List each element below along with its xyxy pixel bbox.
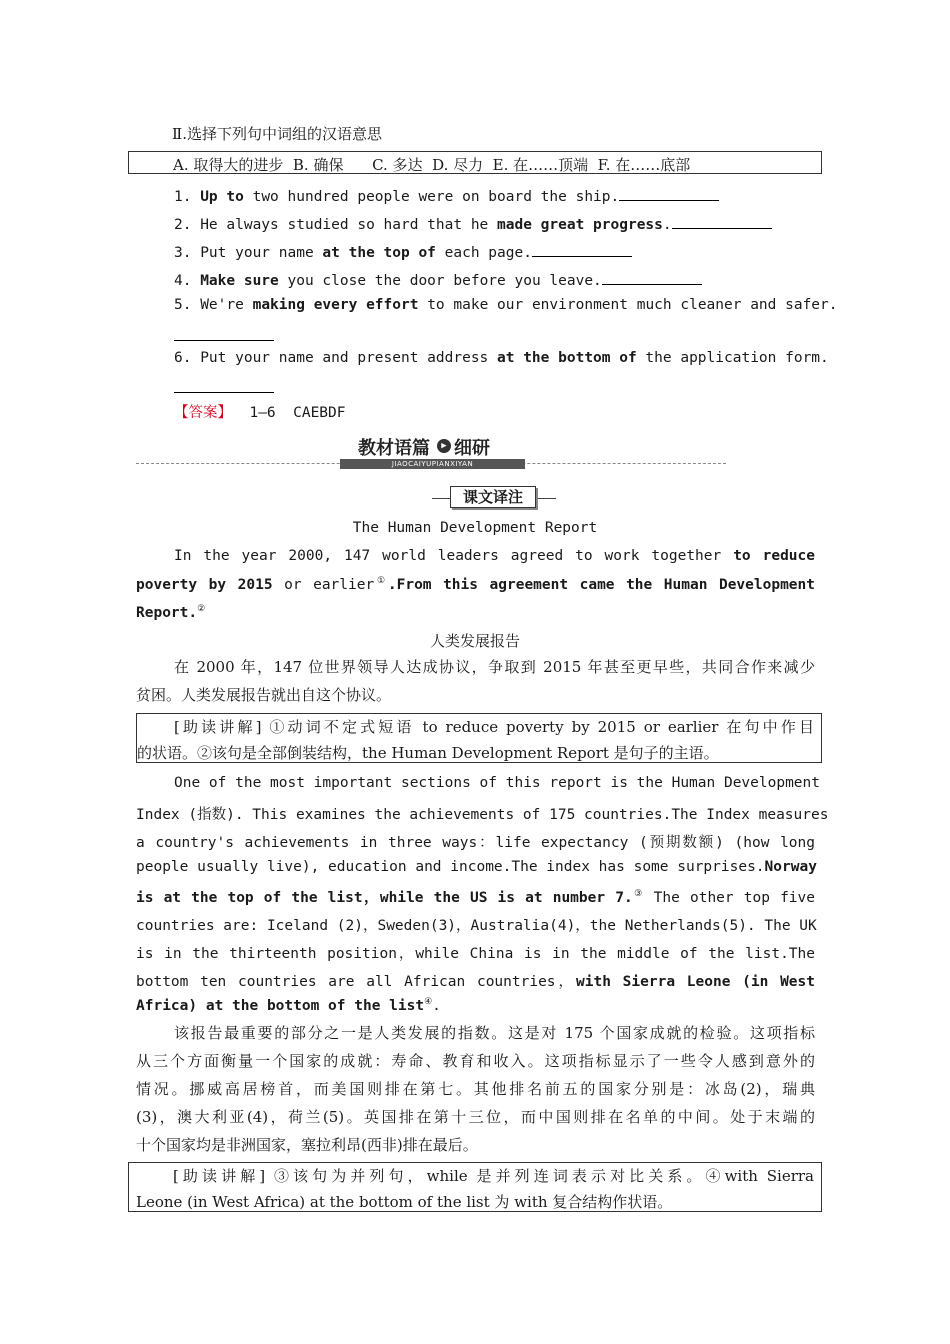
p2-line-8: bottom ten countries are all African countries，with Sierra Leone (in West (136, 974, 815, 990)
sentence-text: to make our environment much cleaner and safer. (418, 297, 838, 313)
note1-line-2: 的状语。②该句是全部倒装结构，the Human Development Report 是句子的主语。 (137, 744, 719, 762)
sentence-text: We're (200, 297, 253, 313)
p2-line-1: One of the most important sections of this report is the Human Development (174, 775, 821, 791)
answer-blank[interactable] (532, 242, 632, 257)
banner-title-2: 细研 (454, 438, 490, 459)
item-number: 5. (174, 297, 192, 313)
p1-cn-line-2: 贫困。人类发展报告就出自这个协议。 (136, 686, 392, 704)
item-number: 2. (174, 217, 192, 233)
answer-blank[interactable] (619, 186, 719, 201)
sentence-text: Put your name and present address (200, 350, 498, 366)
phrase: at the bottom of (497, 350, 637, 366)
item-number: 6. (174, 350, 192, 366)
text-title-en: The Human Development Report (352, 520, 598, 536)
p2-cn-line-4: (3)，澳大利亚(4)，荷兰(5)。英国排在第十三位，而中国则排在名单的中间。处于末端的 (136, 1108, 815, 1126)
note-box-2 (128, 1162, 822, 1212)
answer-text: 1—6 CAEBDF (249, 405, 346, 421)
exercise-item-6 (174, 350, 829, 366)
options-text: A. 取得大的进步 B. 确保 C. 多达 D. 尽力 E. 在……顶端 F. 在……底部 (173, 156, 691, 174)
p2-line-9: Africa) at the bottom of the list④. (136, 997, 441, 1014)
banner-title: 教材语篇 (358, 438, 430, 459)
p2-line-4: people usually live), education and income.The index has some surprises.Norway (136, 859, 817, 875)
note2-line-2: Leone (in West Africa) at the bottom of the list 为 with 复合结构作状语。 (136, 1193, 673, 1211)
p2-cn-line-5: 十个国家均是非洲国家，塞拉利昂(西非)排在最后。 (136, 1136, 478, 1154)
item-number: 3. (174, 245, 192, 261)
note2-line-1: [助读讲解] ③该句为并列句，while 是并列连词表示对比关系。④with Sierra (173, 1167, 814, 1185)
options-box (128, 151, 822, 174)
section-title: Ⅱ.选择下列句中词组的汉语意思 (172, 125, 382, 143)
answer-line (174, 401, 346, 422)
answer-blank[interactable] (174, 378, 274, 393)
exercise-item-5 (174, 297, 838, 313)
p1-line-3: Report.② (136, 604, 206, 621)
phrase: made great progress (497, 217, 663, 233)
p1-line-2: poverty by 2015 or earlier①.From this agreement came the Human Development (136, 576, 816, 593)
chevron-right-icon: ▶ (437, 439, 451, 453)
sentence-text: two hundred people were on board the ship. (243, 189, 620, 205)
note1-line-1: [助读讲解] ①动词不定式短语 to reduce poverty by 2015 or earlier 在句中作目 (174, 718, 814, 736)
item-number: 1. (174, 189, 192, 205)
answer-blank[interactable] (174, 326, 274, 341)
p1-line-1: In the year 2000, 147 world leaders agreed to work together to reduce (174, 548, 815, 564)
phrase: Make sure (200, 273, 279, 289)
p2-line-2: Index (指数). This examines the achievements of 175 countries.The Index measures (136, 807, 829, 823)
exercise-item-3 (174, 242, 632, 261)
phrase: at the top of (322, 245, 436, 261)
sentence-text: Put your name (200, 245, 323, 261)
answer-blank[interactable] (672, 214, 772, 229)
p2-line-3: a country's achievements in three ways：life expectancy (预期数额) (how long (136, 835, 815, 851)
sentence-text: the application form. (636, 350, 829, 366)
exercise-item-1 (174, 186, 719, 205)
p1-cn-line-1: 在 2000 年，147 位世界领导人达成协议，争取到 2015 年甚至更早些，共同合作来减少 (174, 658, 815, 676)
phrase: making every effort (252, 297, 419, 313)
text-title-cn: 人类发展报告 (429, 632, 520, 650)
exercise-item-2 (174, 214, 772, 233)
exercise-item-4 (174, 270, 702, 289)
p2-cn-line-1: 该报告最重要的部分之一是人类发展的指数。这是对 175 个国家成就的检验。这项指标 (174, 1024, 815, 1042)
section-banner (340, 434, 525, 470)
sentence-text: you close the door before you leave. (278, 273, 602, 289)
banner-pinyin: JIAOCAIYUPIANXIYAN (340, 459, 525, 469)
p2-cn-line-2: 从三个方面衡量一个国家的成就：寿命、教育和收入。这项指标显示了一些令人感到意外的 (136, 1052, 815, 1070)
p2-cn-line-3: 情况。挪威高居榜首，而美国则排在第七。其他排名前五的国家分别是：冰岛(2)，瑞典 (136, 1080, 815, 1098)
p2-line-5: is at the top of the list，while the US is at number 7.③ The other top five (136, 889, 815, 906)
item-number: 4. (174, 273, 192, 289)
sentence-text: He always studied so hard that he (200, 217, 498, 233)
note-box-1 (136, 713, 822, 763)
sub-banner-title: 课文译注 (450, 486, 536, 508)
p2-line-6: countries are: Iceland (2)，Sweden(3)，Australia(4)，the Netherlands(5). The UK (136, 918, 817, 934)
sentence-text: each page. (435, 245, 532, 261)
phrase: Up to (200, 189, 244, 205)
answer-label: 【答案】 (174, 405, 232, 421)
answer-blank[interactable] (602, 270, 702, 285)
p2-line-7: is in the thirteenth position，while China is in the middle of the list.The (136, 946, 815, 962)
sentence-text: . (662, 217, 672, 233)
